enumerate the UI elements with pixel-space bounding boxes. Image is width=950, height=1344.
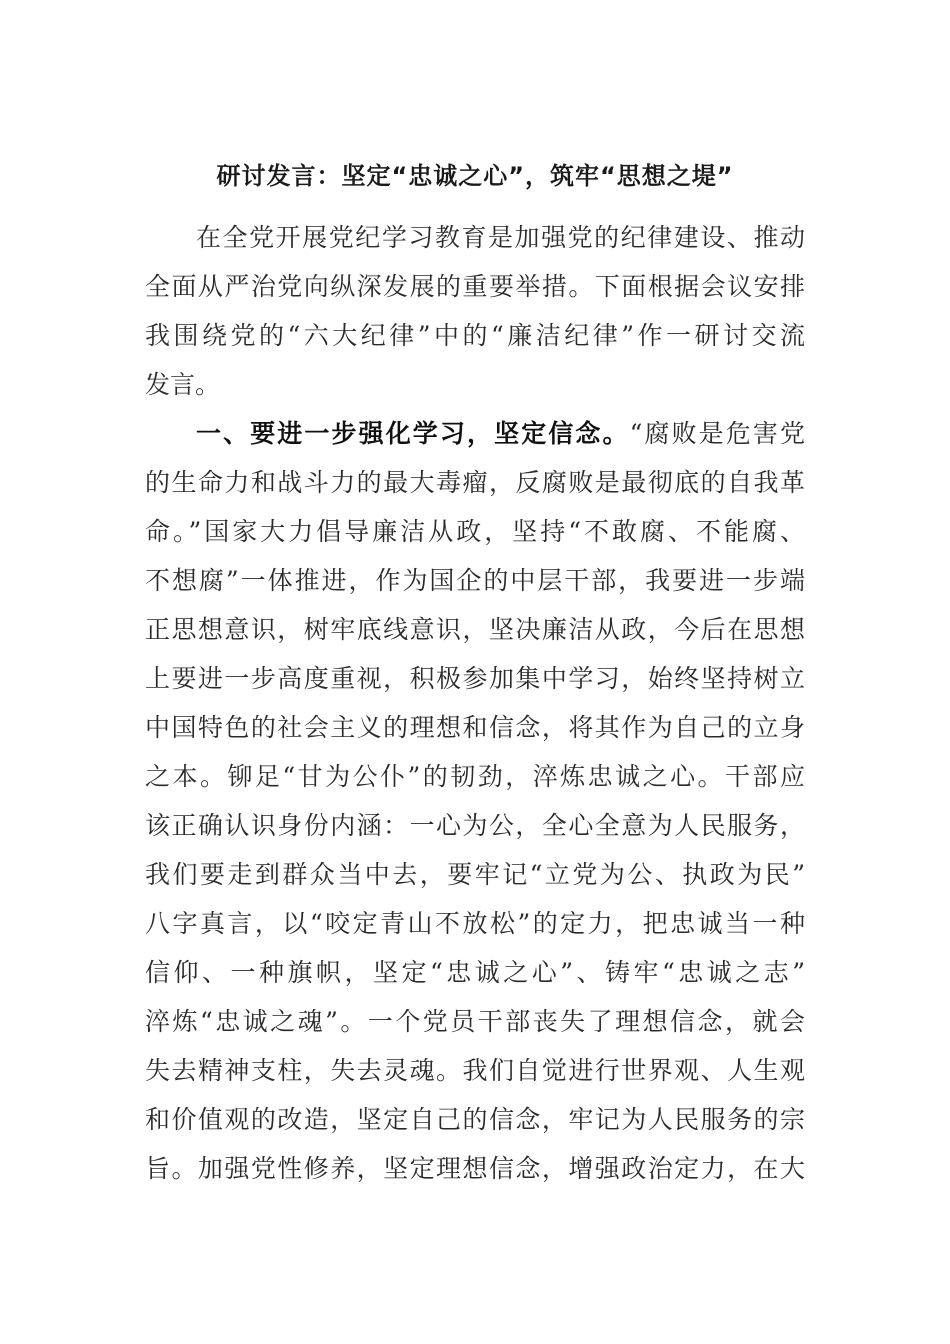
paragraph-1-line: 我围绕党的“六大纪律”中的“廉洁纪律”作一研讨交流 [145,321,805,350]
paragraph-2-text: “腐败是危害党 [629,419,805,448]
paragraph-2-first-line [196,413,805,455]
paragraph-2-line: 中国特色的社会主义的理想和信念，将其作为自己的立身 [145,713,805,742]
document-title: 研讨发言：坚定“忠诚之心”，筑牢“思想之堤” [216,162,734,190]
paragraph-1-line: 在全党开展党纪学习教育是加强党的纪律建设、推动 [196,223,805,252]
paragraph-2-line: 和价值观的改造，坚定自己的信念，牢记为人民服务的宗 [145,1105,805,1134]
paragraph-2-line: 该正确认识身份内涵：一心为公，全心全意为人民服务， [145,811,805,840]
paragraph-2-line: 信仰、一种旗帜，坚定“忠诚之心”、铸牢“忠诚之志” [145,958,805,987]
paragraph-2-line: 旨。加强党性修养，坚定理想信念，增强政治定力，在大 [145,1154,805,1183]
paragraph-2-line: 上要进一步高度重视，积极参加集中学习，始终坚持树立 [145,664,805,693]
paragraph-2-line: 之本。铆足“甘为公仆”的韧劲，淬炼忠诚之心。干部应 [145,762,805,791]
paragraph-1-line: 全面从严治党向纵深发展的重要举措。下面根据会议安排 [145,272,805,301]
paragraph-2-line: 八字真言，以“咬定青山不放松”的定力，把忠诚当一种 [145,909,805,938]
paragraph-2-line: 淬炼“忠诚之魂”。一个党员干部丧失了理想信念，就会 [145,1007,805,1036]
paragraph-1-line: 发言。 [145,370,221,399]
paragraph-2-line: 失去精神支柱，失去灵魂。我们自觉进行世界观、人生观 [145,1056,805,1085]
paragraph-2-line: 我们要走到群众当中去，要牢记“立党为公、执政为民” [145,860,805,889]
paragraph-2-line: 命。”国家大力倡导廉洁从政，坚持“不敢腐、不能腐、 [145,517,805,546]
paragraph-2-line: 正思想意识，树牢底线意识，坚决廉洁从政，今后在思想 [145,615,805,644]
paragraph-2-line: 的生命力和战斗力的最大毒瘤，反腐败是最彻底的自我革 [145,468,805,497]
paragraph-2-line: 不想腐”一体推进，作为国企的中层干部，我要进一步端 [145,566,805,595]
section-heading: 一、要进一步强化学习，坚定信念。 [196,419,630,448]
